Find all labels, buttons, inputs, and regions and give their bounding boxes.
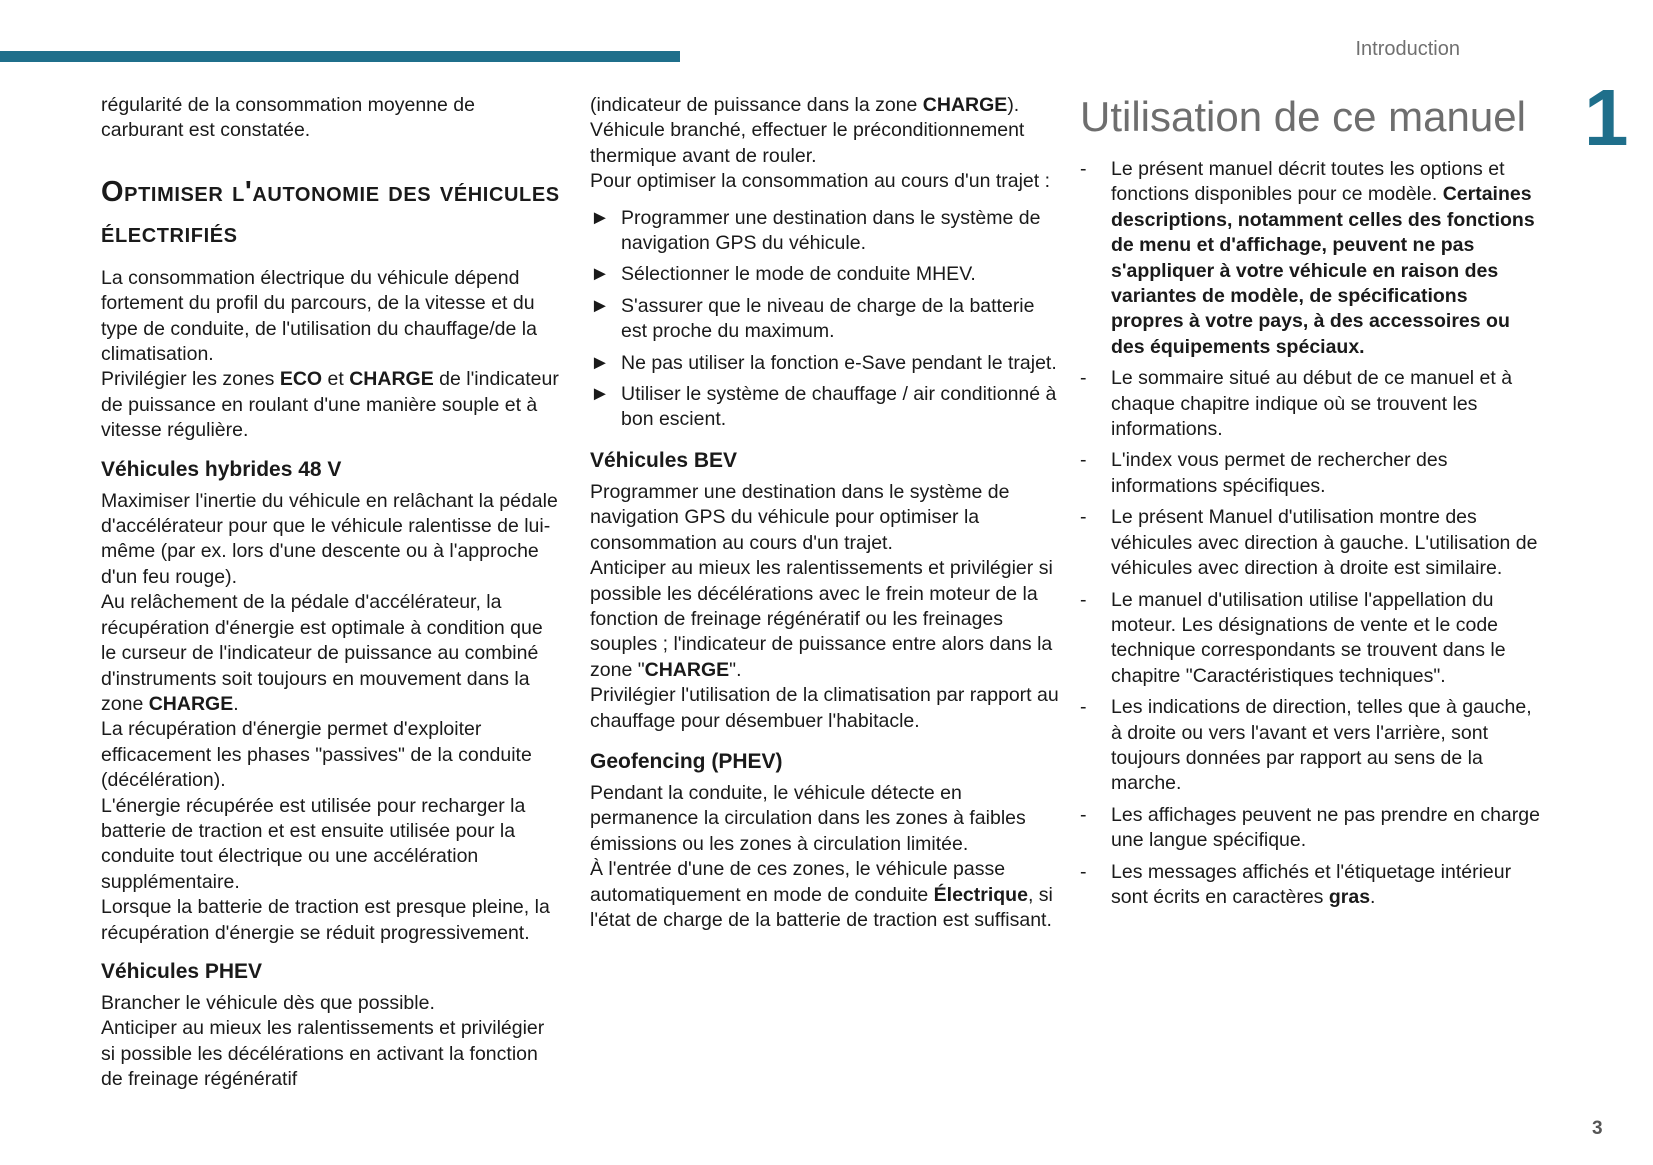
text: (indicateur de puissance dans la zone: [590, 94, 923, 116]
text: de l'indicateur de puissance en roulant d'une manière souple et à vitesse régulière.: [101, 368, 559, 442]
paragraph: Anticiper au mieux les ralentissements et privilégier si possible les décélérations en activant la fonction de freinage régénératif: [101, 1017, 545, 1091]
chapter-number: 1: [1584, 73, 1629, 162]
list-item-text: S'assurer que le niveau de charge de la batterie est proche du maximum.: [621, 294, 1035, 343]
list-item: [1080, 366, 1540, 442]
list-item-text: Le sommaire situé au début de ce manuel et à chaque chapitre indique où se trouvent les informations.: [1111, 367, 1513, 441]
paragraph: [590, 556, 1060, 683]
page-number: 3: [1592, 1118, 1603, 1139]
text: , si l'état de charge de la batterie de traction est suffisant.: [590, 883, 1053, 931]
manual-usage-list: [1080, 157, 1540, 910]
bold-text: ECO: [279, 368, 323, 391]
list-item: [590, 294, 1060, 345]
arrow-bullet-icon: ►: [590, 294, 610, 317]
paragraph: Véhicule branché, effectuer le préconditionnement thermique avant de rouler.: [590, 119, 1025, 167]
text: ).: [1007, 94, 1020, 116]
text: Au relâchement de la pédale d'accélérateur, la récupération d'énergie est optimale à condition que le curseur de l'indicateur de puissance au combiné d'instruments soit toujours en mouvement dans la zone: [101, 591, 543, 715]
list-item-text: Le présent manuel décrit toutes les options et fonctions disponibles pour ce modèle.: [1111, 158, 1505, 206]
list-item: [1080, 695, 1540, 797]
subheading-bev: Véhicules BEV: [590, 448, 738, 472]
paragraph: [590, 93, 1060, 118]
list-item-text: Les indications de direction, telles que à gauche, à droite ou vers l'avant et vers l'arrière, sont toujours données par rapport au sens de la marche.: [1111, 696, 1532, 795]
column-right: [1080, 93, 1540, 916]
paragraph: Privilégier l'utilisation de la climatisation par rapport au chauffage pour désembuer l'habitacle.: [590, 684, 1059, 732]
list-item-text: Sélectionner le mode de conduite MHEV.: [621, 263, 976, 286]
subheading-geofencing: Geofencing (PHEV): [590, 749, 783, 773]
paragraph: Brancher le véhicule dès que possible.: [101, 991, 435, 1014]
section-heading: Optimiser l'autonomie des véhicules électrifiés: [101, 175, 560, 249]
text: Privilégier les zones: [101, 368, 280, 391]
text: À l'entrée d'une de ces zones, le véhicule passe automatiquement en mode de conduite: [590, 858, 1006, 906]
bold-text: CHARGE: [148, 692, 234, 715]
list-item-text: Le manuel d'utilisation utilise l'appellation du moteur. Les désignations de vente et le code technique correspondants se trouvent dans le chapitre "Caractéristiques techniques".: [1111, 588, 1506, 687]
paragraph: Programmer une destination dans le système de navigation GPS du véhicule pour optimiser la consommation au cours d'un trajet.: [590, 480, 1010, 554]
arrow-bullet-icon: ►: [590, 383, 610, 406]
list-item-text: Les messages affichés et l'étiquetage intérieur sont écrits en caractères: [1111, 860, 1512, 908]
paragraph: La récupération d'énergie permet d'exploiter efficacement les phases "passives" de la conduite (décélération).: [101, 718, 532, 792]
dash-bullet-icon: -: [1080, 449, 1087, 472]
bold-text: Électrique: [933, 883, 1028, 906]
paragraph: La consommation électrique du véhicule dépend fortement du profil du parcours, de la vitesse et du type de conduite, de l'utilisation du chauffage/de la climatisation.: [101, 266, 537, 366]
text: .: [233, 692, 239, 715]
list-item-text: Les affichages peuvent ne pas prendre en charge une langue spécifique.: [1111, 803, 1540, 852]
text: Anticiper au mieux les ralentissements et privilégier si possible les décélérations avec le frein moteur de la fonction de freinage régénératif ou les freinages souples ; l'indicateur de puissance entre alors dans la zone ": [590, 557, 1053, 681]
list-item-text: Le présent Manuel d'utilisation montre des véhicules avec direction à gauche. L'utilisation de véhicules avec direction à droite est similaire.: [1111, 506, 1538, 580]
list-item: [1080, 505, 1540, 581]
list-item: [590, 262, 1060, 287]
paragraph: Pour optimiser la consommation au cours d'un trajet :: [590, 170, 1051, 193]
paragraph: Pendant la conduite, le véhicule détecte en permanence la circulation dans les zones à faibles émissions ou les zones à circulation limitée.: [590, 781, 1026, 855]
dash-bullet-icon: -: [1080, 367, 1087, 390]
text: et: [322, 368, 350, 391]
bold-text: CHARGE: [644, 658, 730, 681]
paragraph: [101, 367, 561, 443]
subheading-hybrid: Véhicules hybrides 48 V: [101, 457, 342, 481]
list-item: [1080, 803, 1540, 854]
dash-bullet-icon: -: [1080, 803, 1087, 826]
bold-text: Certaines descriptions, notamment celles des fonctions de menu et d'affichage, peuvent ne pas s'appliquer à votre véhicule en raison des variantes de modèle, de spécifications propres à votre pays, à des accessoires ou des équipements spéciaux.: [1111, 183, 1535, 358]
column-middle: [590, 93, 1060, 933]
arrow-bullet-icon: ►: [590, 206, 610, 229]
dash-bullet-icon: -: [1080, 696, 1087, 719]
list-item-text: Programmer une destination dans le système de navigation GPS du véhicule.: [621, 206, 1041, 255]
intro-paragraph: régularité de la consommation moyenne de carburant est constatée.: [101, 94, 475, 142]
list-item: [1080, 448, 1540, 499]
header-accent-bar: [0, 51, 680, 62]
list-item: [1080, 157, 1540, 360]
list-item-text: L'index vous permet de rechercher des informations spécifiques.: [1111, 449, 1448, 497]
bold-text: CHARGE: [922, 94, 1008, 116]
column-left: [101, 93, 561, 1093]
list-item: [1080, 588, 1540, 690]
bold-text: gras: [1328, 885, 1371, 908]
list-item: [590, 351, 1060, 376]
list-item-text: Ne pas utiliser la fonction e-Save pendant le trajet.: [621, 351, 1057, 374]
list-item: [590, 206, 1060, 257]
arrow-bullet-icon: ►: [590, 351, 610, 374]
dash-bullet-icon: -: [1080, 158, 1087, 180]
page-title: Utilisation de ce manuel: [1080, 93, 1526, 140]
instruction-list: [590, 206, 1060, 433]
list-item: [590, 382, 1060, 433]
list-item-text: Utiliser le système de chauffage / air conditionné à bon escient.: [621, 383, 1057, 431]
dash-bullet-icon: -: [1080, 860, 1087, 883]
text: .: [1370, 885, 1376, 908]
list-item: [1080, 860, 1540, 911]
bold-text: CHARGE: [349, 368, 434, 391]
arrow-bullet-icon: ►: [590, 263, 610, 286]
text: ".: [729, 658, 742, 681]
paragraph: Lorsque la batterie de traction est presque pleine, la récupération d'énergie se réduit progressivement.: [101, 896, 550, 944]
paragraph: Maximiser l'inertie du véhicule en relâchant la pédale d'accélérateur pour que le véhicule ralentisse de lui-même (par ex. lors d'une descente ou à l'approche d'un feu rouge).: [101, 489, 558, 588]
paragraph: [590, 857, 1060, 933]
section-label: Introduction: [1355, 38, 1460, 60]
paragraph: L'énergie récupérée est utilisée pour recharger la batterie de traction et est ensuite utilisée pour la conduite tout électrique ou une accélération supplémentaire.: [101, 794, 526, 893]
paragraph: [101, 590, 561, 717]
dash-bullet-icon: -: [1080, 588, 1087, 611]
subheading-phev: Véhicules PHEV: [101, 959, 263, 983]
dash-bullet-icon: -: [1080, 506, 1087, 529]
